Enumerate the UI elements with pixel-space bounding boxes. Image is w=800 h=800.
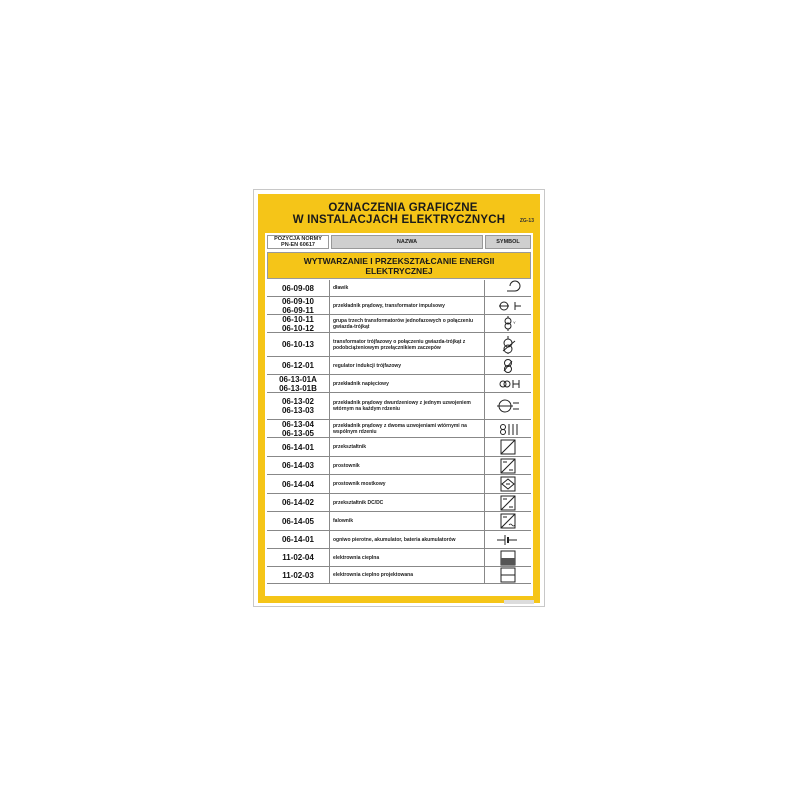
norm-code-primary: 06-13-02 [281,397,315,406]
norm-position-cell [267,315,330,332]
norm-code-primary: 06-14-01 [281,535,315,544]
converter-icon [485,438,531,456]
battery-icon [485,531,531,548]
column-header-position-line2: PN-EN 60617 [281,242,315,248]
norm-position-cell [267,549,330,566]
table-row [267,333,531,357]
table-row [267,420,531,438]
norm-code-secondary: 06-09-11 [282,305,314,315]
norm-code-primary: 06-14-01 [281,442,315,452]
norm-position-cell [267,438,330,456]
symbol-name-cell: prostownik mostkowy [330,475,485,493]
norm-code-primary: 06-10-11 [282,314,314,324]
table-body [267,280,531,584]
table-row [267,531,531,549]
norm-position-cell [267,357,330,374]
dcdc-converter-icon [485,494,531,511]
dual-secondary-ct-icon [485,420,531,437]
induction-regulator-icon [485,357,531,374]
symbol-name-cell: przekładnik napięciowy [330,375,485,392]
norm-position-cell [267,531,330,548]
current-transformer-icon [485,297,531,314]
rectifier-icon [485,457,531,474]
column-header-position-line1: POZYCJA NORMY [274,236,322,242]
table-row [267,315,531,333]
norm-code-primary: 06-14-03 [281,461,315,470]
symbol-name-cell: falownik [330,512,485,530]
norm-code-primary: 06-13-04 [281,419,315,429]
norm-code-primary: 06-14-05 [281,516,315,526]
norm-position-cell [267,475,330,493]
norm-code-primary: 06-09-08 [281,283,315,293]
dual-core-ct-icon [485,393,531,419]
publisher-tag [504,600,534,604]
norm-position-cell [267,420,330,437]
norm-code-primary: 06-10-13 [281,340,315,349]
norm-code-secondary: 06-13-05 [281,428,315,438]
norm-position-cell [267,297,330,314]
symbol-name-cell: prostownik [330,457,485,474]
table-row [267,457,531,475]
norm-code-primary: 06-09-10 [281,296,315,306]
inverter-icon [485,512,531,530]
thermal-plant-icon [485,549,531,566]
table-row [267,549,531,567]
norm-position-cell [267,375,330,392]
symbol-name-cell: przekształtnik DC/DC [330,494,485,511]
poster-header [258,194,540,232]
norm-code-primary: 06-14-04 [281,479,315,489]
column-header-symbol: SYMBOL [485,235,531,249]
symbol-name-cell: przekładnik prądowy, transformator impulsowy [330,297,485,314]
symbol-name-cell: regulator indukcji trójfazowy [330,357,485,374]
voltage-transformer-icon [485,375,531,392]
table-row [267,475,531,494]
norm-code-primary: 06-12-01 [281,361,315,370]
table-row [267,375,531,393]
norm-position-cell [267,280,330,296]
table-row [267,297,531,315]
norm-code-primary: 06-13-01A [279,374,317,384]
planned-thermal-plant-icon [485,567,531,583]
three-transformer-group-icon [485,315,531,332]
section-heading-line1: WYTWARZANIE I PRZEKSZTAŁCANIE ENERGII [303,256,495,266]
svg-text:Y: Y [513,319,516,325]
poster-title-line2: W INSTALACJACH ELEKTRYCZNYCH [292,214,506,226]
symbol-name-cell: ogniwo pierotne, akumulator, bateria akumulatorów [330,531,485,548]
norm-code-primary: 11-02-04 [282,553,314,562]
table-row [267,393,531,420]
table-area [265,233,533,596]
norm-position-cell [267,333,330,356]
column-header-name: NAZWA [331,235,483,249]
symbol-name-cell: grupa trzech transformatorów jednofazowych o połączeniu gwiazda-trójkąt [330,315,485,332]
norm-position-cell [267,393,330,419]
column-header-position [267,235,329,249]
poster [253,189,545,607]
symbol-name-cell: dławik [330,280,485,296]
norm-code-secondary: 06-13-03 [281,406,315,415]
symbol-name-cell: elektrownia cieplno projektowana [330,567,485,583]
symbol-name-cell: elektrownia cieplna [330,549,485,566]
poster-title-line1: OZNACZENIA GRAFICZNE [328,202,478,214]
table-row [267,357,531,375]
table-row [267,512,531,531]
table-row [267,567,531,584]
table-header [265,233,533,251]
choke-icon [485,280,531,296]
norm-code-secondary: 06-13-01B [279,383,317,393]
poster-frame [258,194,540,603]
table-row [267,280,531,297]
section-heading [267,252,531,279]
norm-code-primary: 06-14-02 [281,498,315,507]
norm-position-cell [267,512,330,530]
table-row [267,438,531,457]
bridge-rectifier-icon [485,475,531,493]
norm-code-primary: 11-02-03 [282,570,314,580]
section-heading-line2: ELEKTRYCZNEJ [365,266,433,276]
three-phase-transformer-icon [485,333,531,356]
norm-position-cell [267,567,330,583]
norm-position-cell [267,457,330,474]
symbol-name-cell: przekształtnik [330,438,485,456]
table-row [267,494,531,512]
norm-position-cell [267,494,330,511]
symbol-name-cell: przekładnik prądowy dwurdzeniowy z jednym uzwojeniem wtórnym na każdym rdzeniu [330,393,485,419]
poster-code: ZG-13 [519,218,534,224]
symbol-name-cell: przekładnik prądowy z dwoma uzwojeniami wtórnymi na wspólnym rdzeniu [330,420,485,437]
symbol-name-cell: transformator trójfazowy o połączeniu gwiazda-trójkąt z podobciążeniowym przełącznikiem zaczepów [330,333,485,356]
norm-code-secondary: 06-10-12 [281,323,315,333]
